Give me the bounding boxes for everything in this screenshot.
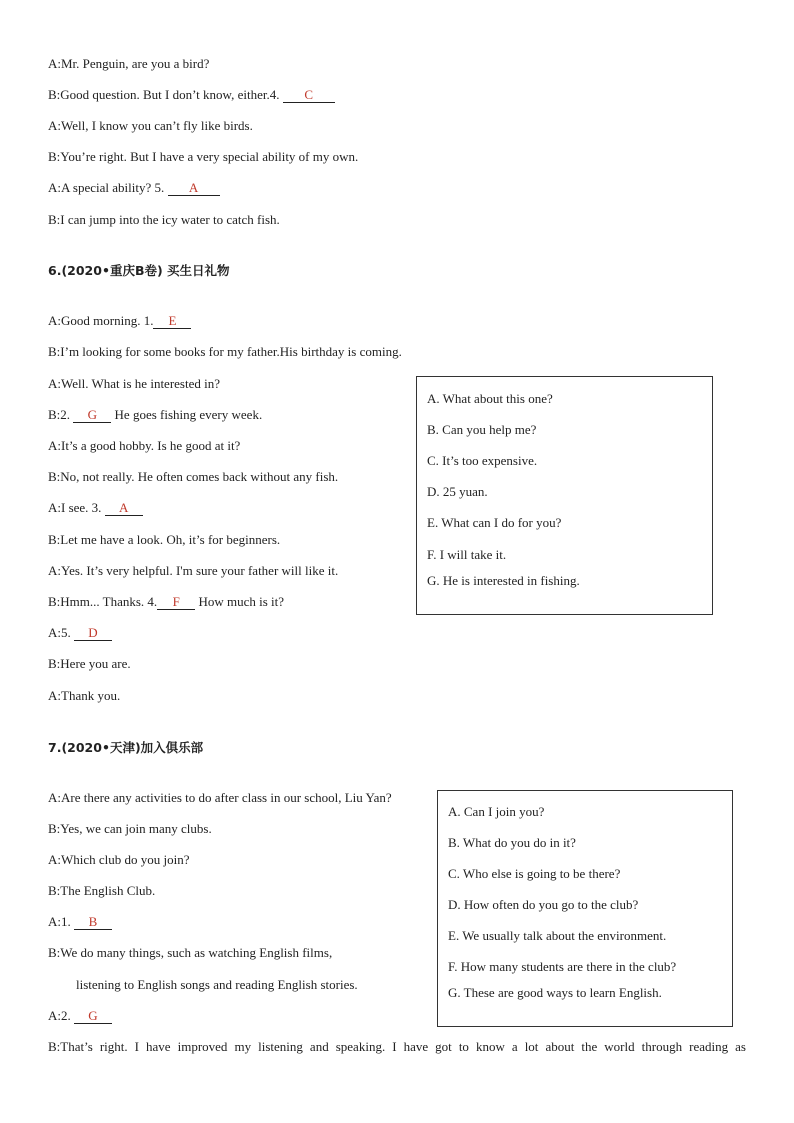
dialogue-text: B:Yes, we can join many clubs. xyxy=(48,821,212,836)
dialogue-line xyxy=(48,407,262,423)
dialogue-text: B:I’m looking for some books for my father.His birthday is coming. xyxy=(48,344,402,359)
dialogue-line xyxy=(48,688,120,704)
answer-blank: F xyxy=(157,595,195,610)
dialogue-line xyxy=(48,313,191,329)
dialogue-text: B:No, not really. He often comes back without any fish. xyxy=(48,469,339,484)
dialogue-line xyxy=(48,87,335,103)
answer-blank: A xyxy=(105,501,143,516)
dialogue-line xyxy=(48,180,220,196)
dialogue-line xyxy=(48,945,332,961)
answer-blank: G xyxy=(74,1009,112,1024)
dialogue-text: How much is it? xyxy=(198,594,285,609)
dialogue-text: A:5. xyxy=(48,625,71,640)
answer-blank: G xyxy=(73,408,111,423)
option-item: F. How many students are there in the club? xyxy=(448,959,677,974)
dialogue-line xyxy=(48,790,392,806)
dialogue-text: B:Let me have a look. Oh, it’s for beginners. xyxy=(48,532,281,547)
dialogue-line xyxy=(48,852,190,868)
dialogue-line xyxy=(48,344,402,360)
option-item: B. Can you help me? xyxy=(427,422,537,437)
answer-blank: A xyxy=(168,181,220,196)
dialogue-line xyxy=(48,118,253,134)
dialogue-text: A:A special ability? 5. xyxy=(48,180,165,195)
option-item: C. Who else is going to be there? xyxy=(448,866,621,881)
dialogue-line xyxy=(48,594,284,610)
dialogue-text: A:Are there any activities to do after class in our school, Liu Yan? xyxy=(48,790,392,805)
dialogue-line xyxy=(48,821,212,837)
dialogue-text: A:Good morning. 1. xyxy=(48,313,154,328)
dialogue-line xyxy=(48,438,240,454)
option-item: C. It’s too expensive. xyxy=(427,453,538,468)
dialogue-text: A:Yes. It’s very helpful. I'm sure your father will like it. xyxy=(48,563,339,578)
option-item: D. 25 yuan. xyxy=(427,484,488,499)
dialogue-line xyxy=(48,56,209,72)
dialogue-line xyxy=(48,469,338,485)
dialogue-text: B:We do many things, such as watching English films, xyxy=(48,945,333,960)
dialogue-text: B:Good question. But I don’t know, either.4. xyxy=(48,87,280,102)
option-item: E. We usually talk about the environment. xyxy=(448,928,667,943)
section-heading: 7.(2020•天津)加入俱乐部 xyxy=(48,740,204,755)
dialogue-line xyxy=(48,532,280,548)
dialogue-text: B:2. xyxy=(48,407,71,422)
dialogue-line xyxy=(48,149,358,165)
dialogue-line xyxy=(48,376,220,392)
dialogue-line xyxy=(76,977,358,993)
dialogue-line: B:That’s right. I have improved my listening and speaking. I have got to know a lot about the world through reading as xyxy=(48,1039,746,1054)
dialogue-text: B:The English Club. xyxy=(48,883,156,898)
dialogue-text: listening to English songs and reading English stories. xyxy=(76,977,358,992)
answer-blank: E xyxy=(153,314,191,329)
option-item: E. What can I do for you? xyxy=(427,515,562,530)
options-box xyxy=(437,790,733,1027)
option-item: D. How often do you go to the club? xyxy=(448,897,639,912)
dialogue-line xyxy=(48,500,143,516)
dialogue-text: A:Which club do you join? xyxy=(48,852,190,867)
dialogue-text: A:I see. 3. xyxy=(48,500,102,515)
dialogue-text: A:Mr. Penguin, are you a bird? xyxy=(48,56,210,71)
dialogue-text: He goes fishing every week. xyxy=(114,407,263,422)
dialogue-text: A:Well, I know you can’t fly like birds. xyxy=(48,118,253,133)
dialogue-line xyxy=(48,212,280,228)
dialogue-text: A:2. xyxy=(48,1008,71,1023)
dialogue-line xyxy=(48,883,155,899)
answer-blank: C xyxy=(283,88,335,103)
dialogue-line xyxy=(48,656,131,672)
dialogue-line xyxy=(48,563,338,579)
option-item: F. I will take it. xyxy=(427,547,507,562)
dialogue-text: A:Well. What is he interested in? xyxy=(48,376,220,391)
dialogue-text: B:Here you are. xyxy=(48,656,131,671)
options-box xyxy=(416,376,713,615)
dialogue-text: B:I can jump into the icy water to catch fish. xyxy=(48,212,280,227)
answer-blank: D xyxy=(74,626,112,641)
dialogue-line xyxy=(48,1008,112,1024)
option-item: A. What about this one? xyxy=(427,391,553,406)
option-item: G. He is interested in fishing. xyxy=(427,573,580,588)
option-item: A. Can I join you? xyxy=(448,804,545,819)
answer-blank: B xyxy=(74,915,112,930)
dialogue-text: B:Hmm... Thanks. 4. xyxy=(48,594,158,609)
dialogue-line xyxy=(48,914,112,930)
section-heading: 6.(2020•重庆B卷) 买生日礼物 xyxy=(48,263,230,278)
dialogue-text: A:Thank you. xyxy=(48,688,121,703)
option-item: G. These are good ways to learn English. xyxy=(448,985,662,1000)
dialogue-text: A:It’s a good hobby. Is he good at it? xyxy=(48,438,241,453)
dialogue-text: B:You’re right. But I have a very special ability of my own. xyxy=(48,149,359,164)
dialogue-line xyxy=(48,625,112,641)
dialogue-text: A:1. xyxy=(48,914,71,929)
option-item: B. What do you do in it? xyxy=(448,835,576,850)
